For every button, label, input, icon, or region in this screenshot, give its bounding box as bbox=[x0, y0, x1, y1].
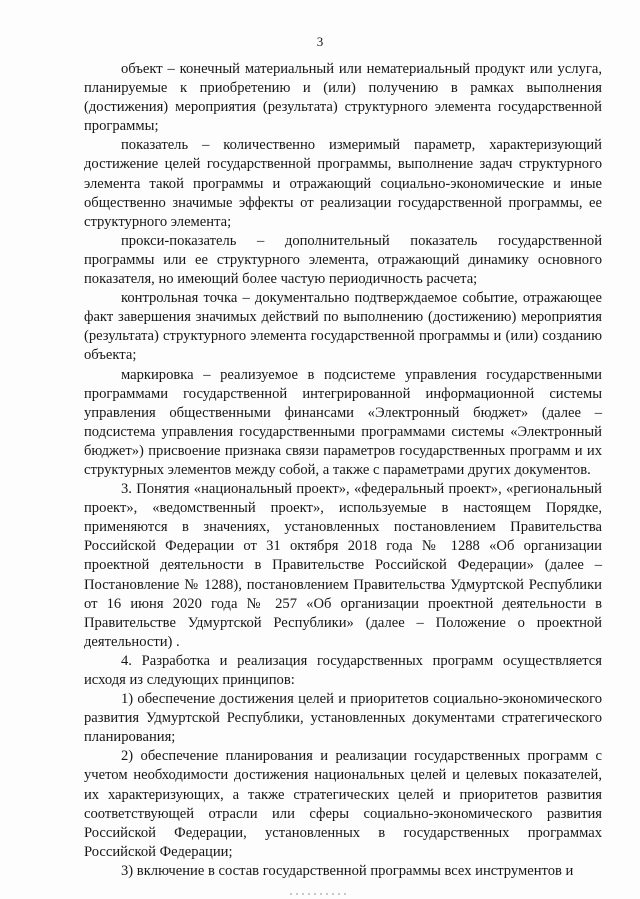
definition-object: объект – конечный материальный или нематериальный продукт или услуга, планируемые к приобретению и (или) получению в рамках выполнения (достижения) мероприятия (результата) структурного элемента государственной программы; bbox=[84, 61, 602, 135]
scan-artifact-mark bbox=[290, 893, 350, 895]
definition-indicator: показатель – количественно измеримый параметр, характеризующий достижение целей государственной программы, выполнение задач структурного элемента такой программы и отражающий социально-экономические и иные общественно значимые эффекты от реализации государственной программы, ее структурного элемента; bbox=[84, 137, 602, 230]
definition-checkpoint: контрольная точка – документально подтверждаемое событие, отражающее факт завершения значимых действий по выполнению (достижению) мероприятия (результата) структурного элемента государственной программы и (или) созданию объекта; bbox=[84, 290, 602, 364]
principle-1: 1) обеспечение достижения целей и приоритетов социально-экономического развития Удмуртской Республики, установленных документами стратегического планирования; bbox=[84, 691, 602, 746]
principle-2: 2) обеспечение планирования и реализации государственных программ с учетом необходимости достижения национальных целей и целевых показателей, их характеризующих, а также стратегических целей и приоритетов развития соответствующей отрасли или сферы социально-экономического развития Российской Федерации, установленных в государственных программах Российской Федерации; bbox=[84, 748, 602, 860]
clause-3-project-concepts: 3. Понятия «национальный проект», «федеральный проект», «региональный проект», «ведомственный проект», используемые в настоящем Порядке, применяются в значениях, установленных постановлением Правительства Российской Федерации от 31 октября 2018 года № 1288 «Об организации проектной деятельности в Правительстве Российской Федерации» (далее – Постановление № 1288), постановлением Правительства Удмуртской Республики от 16 июня 2020 года № 257 «Об организации проектной деятельности в Правительстве Удмуртской Республики» (далее – Положение о проектной деятельности) . bbox=[84, 481, 602, 650]
clause-4-principles-intro: 4. Разработка и реализация государственных программ осуществляется исходя из следующих принципов: bbox=[84, 652, 602, 688]
document-body bbox=[84, 60, 602, 881]
definition-proxy-indicator: прокси-показатель – дополнительный показатель государственной программы или ее структурного элемента, отражающий динамику основного показателя, но имеющий более частую периодичность расчета; bbox=[84, 232, 602, 288]
principle-3: 3) включение в состав государственной программы всех инструментов и bbox=[121, 862, 574, 879]
page-number: 3 bbox=[316, 34, 324, 49]
definition-marking: маркировка – реализуемое в подсистеме управления государственными программами государственной интегрированной информационной системы управления общественными финансами «Электронный бюджет» (далее – подсистема управления государственными программами системы «Электронный бюджет») присвоение признака связи параметров государственных программ и их структурных элементов между собой, а также с параметрами других документов. bbox=[84, 366, 602, 478]
